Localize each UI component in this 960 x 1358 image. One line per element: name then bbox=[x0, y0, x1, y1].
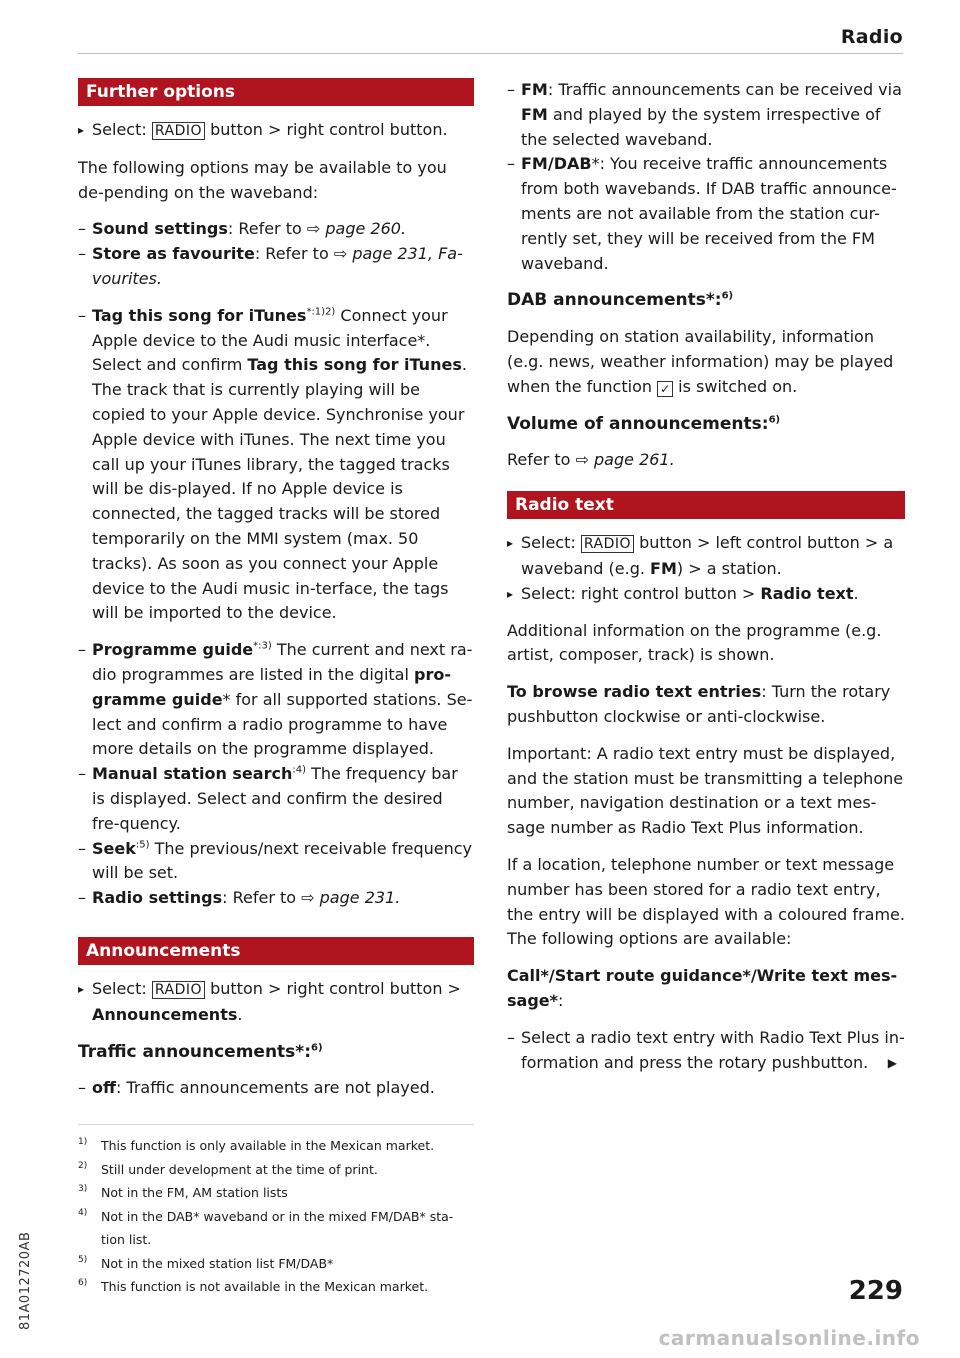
further-options-step: ▸ Select: RADIO button > right control button. bbox=[78, 118, 474, 144]
radio-key: RADIO bbox=[152, 981, 205, 999]
list-item-tag: – Tag this song for iTunes$^{*:1)2)}$ Connect your Apple device to the Audi music interface*. Select and confirm Tag this song for iTunes. The track that is currently playing will be copied to your Apple device. Synchronise your Apple device with iTunes. The next time you call up your iTunes library, the tagged tracks will be dis-played. If no Apple device is connected, the tagged tracks will be stored temporarily on the MMI system (max. 50 tracks). As soon as you connect your Apple device to the Audi music in-terface, the tags will be imported to the device. bbox=[78, 304, 474, 626]
radio-text-additional: Additional information on the programme (e.g. artist, composer, track) is shown. bbox=[507, 620, 882, 665]
list-item-radio-settings: – Radio settings: Refer to ⇨ page 231. bbox=[78, 886, 474, 911]
footnote: 1) This function is only available in the Mexican market. bbox=[78, 1137, 435, 1153]
radio-key: RADIO bbox=[581, 535, 634, 553]
page-ref[interactable]: ⇨ page 261. bbox=[575, 450, 675, 470]
list-item-guide: – Programme guide$^{*:3)}$ The current and next ra-dio programmes are listed in the digital pro-gramme guide* for all supported stations. Se-lect and confirm a radio programme to have more details on the programme displayed. bbox=[78, 638, 474, 762]
left-column bbox=[78, 78, 474, 1101]
list-item-fm: – FM: Traffic announcements can be received via FM and played by the system irrespective of the selected waveband. bbox=[507, 78, 905, 152]
footnote: 6) This function is not available in the Mexican market. bbox=[78, 1278, 429, 1294]
list-item-select-entry: – Select a radio text entry with Radio Text Plus in-formation and press the rotary pushbutton. ▶ bbox=[507, 1026, 905, 1076]
checkbox-icon: ✓ bbox=[657, 381, 673, 397]
list-item-store: – Store as favourite: Refer to ⇨ page 231, Fa-vourites. bbox=[78, 242, 474, 292]
list-item-sound: – Sound settings: Refer to ⇨ page 260. bbox=[78, 217, 474, 242]
dab-text: Depending on station availability, information (e.g. news, weather information) may be played when the function ✓ is switched on. bbox=[507, 327, 894, 396]
radio-text-step-2: ▸ Select: right control button > Radio text. bbox=[507, 582, 905, 607]
page-ref[interactable]: ⇨ page 231. bbox=[301, 888, 401, 908]
section-title: Radio bbox=[840, 26, 903, 48]
footnote: 4) Not in the DAB* waveband or in the mixed FM/DAB* sta-tion list. bbox=[78, 1207, 454, 1247]
doc-id: 81A012720AB bbox=[18, 1231, 33, 1330]
list-item-fm-dab: – FM/DAB*: You receive traffic announcements from both wavebands. If DAB traffic announce-ments are not available from the station cur-rently set, they will be received from the FM waveband. bbox=[507, 152, 905, 276]
further-options-heading: Further options bbox=[78, 78, 474, 106]
announcements-step: ▸ Select: RADIO button > right control button > Announcements. bbox=[78, 977, 474, 1028]
page-number: 229 bbox=[848, 1276, 903, 1306]
radio-text-heading: Radio text bbox=[507, 491, 905, 519]
page-ref[interactable]: ⇨ page 231, Fa-vourites. bbox=[92, 244, 463, 288]
footnote: 5) Not in the mixed station list FM/DAB* bbox=[78, 1254, 334, 1271]
radio-text-important: Important: A radio text entry must be displayed, and the station must be transmitting a telephone number, navigation destination or a text mes-sage number as Radio Text Plus information. bbox=[507, 743, 904, 838]
right-column bbox=[507, 78, 905, 1075]
call-heading: Call*/Start route guidance*/Write text mes-sage*: bbox=[507, 966, 898, 1010]
announcements-heading: Announcements bbox=[78, 937, 474, 965]
dab-announcements-heading: DAB announcements*:$^{6)}$ bbox=[507, 290, 734, 311]
footnotes bbox=[78, 1134, 474, 1299]
volume-heading: Volume of announcements:$^{6)}$ bbox=[507, 413, 781, 434]
radio-text-step-1: ▸ Select: RADIO button > left control button > a waveband (e.g. FM) > a station. bbox=[507, 531, 905, 582]
list-item-manual: – Manual station search$^{:4)}$ The frequency bar is displayed. Select and confirm the desired fre-quency. bbox=[78, 762, 474, 836]
traffic-announcements-heading: Traffic announcements*:$^{6)}$ bbox=[78, 1041, 323, 1062]
radio-text-browse: To browse radio text entries: Turn the rotary pushbutton clockwise or anti-clockwise. bbox=[507, 682, 891, 726]
footnote: 3) Not in the FM, AM station lists bbox=[78, 1184, 288, 1200]
watermark: carmanualsonline.info bbox=[658, 1326, 920, 1350]
radio-text-location: If a location, telephone number or text message number has been stored for a radio text entry, the entry will be displayed with a coloured frame. The following options are available: bbox=[507, 854, 905, 949]
volume-text: Refer to ⇨ page 261. bbox=[507, 450, 675, 470]
list-item-off: – off: Traffic announcements are not played. bbox=[78, 1076, 474, 1101]
radio-key: RADIO bbox=[152, 122, 205, 140]
continue-arrow-icon: ▶ bbox=[887, 1055, 897, 1070]
list-item-seek: – Seek$^{:5)}$ The previous/next receivable frequency will be set. bbox=[78, 837, 474, 887]
header-rule bbox=[78, 53, 903, 54]
page-ref[interactable]: ⇨ page 260. bbox=[306, 219, 407, 239]
footnote: 2) Still under development at the time of print. bbox=[78, 1160, 378, 1177]
footnote-rule bbox=[78, 1124, 474, 1125]
further-options-intro: The following options may be available to you de-pending on the waveband: bbox=[78, 157, 447, 202]
